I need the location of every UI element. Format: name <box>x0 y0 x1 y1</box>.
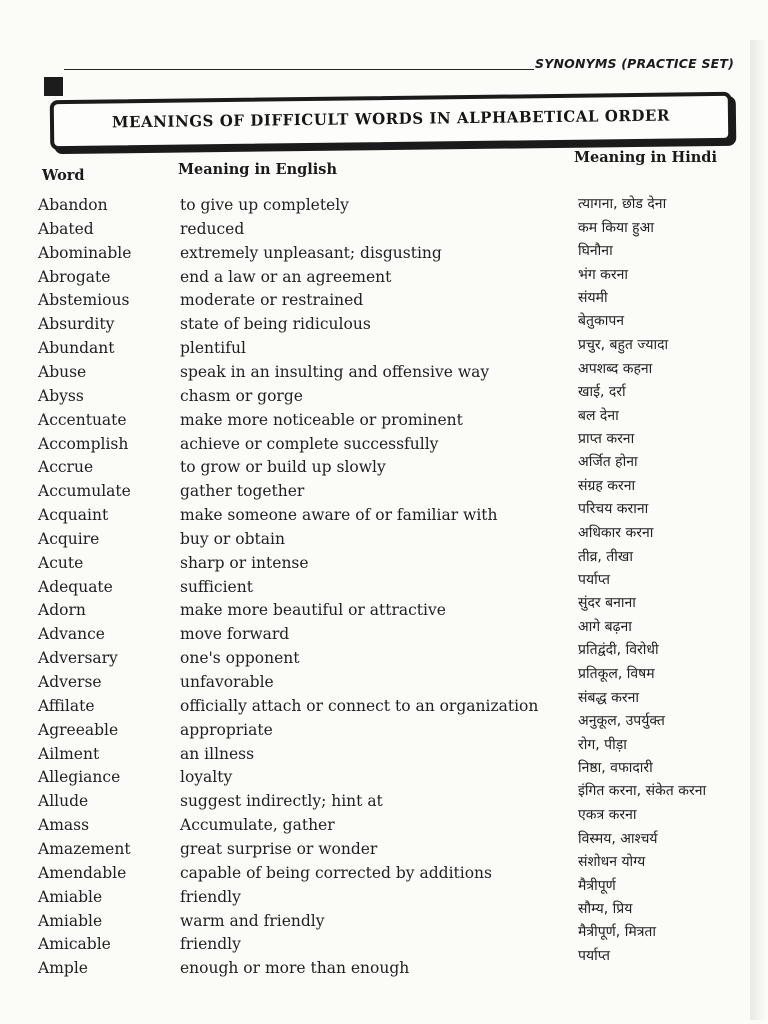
word-cell: Accomplish <box>38 435 129 453</box>
hindi-meaning-cell: बेतुकापन <box>578 313 625 329</box>
hindi-meaning-cell: अर्जित होना <box>578 454 638 470</box>
word-cell: Adequate <box>38 578 113 596</box>
word-cell: Affilate <box>38 697 95 715</box>
hindi-meaning-cell: खाई, दर्रा <box>578 384 626 400</box>
table-row <box>0 713 768 745</box>
english-meaning-cell: capable of being corrected by additions <box>180 864 492 882</box>
word-cell: Amass <box>38 816 90 834</box>
hindi-meaning-cell: सौम्य, प्रिय <box>578 901 633 917</box>
hindi-meaning-cell: मैत्रीपूर्ण, मित्रता <box>578 924 657 940</box>
word-cell: Absurdity <box>38 315 115 333</box>
table-row <box>0 220 768 244</box>
english-meaning-cell: sharp or intense <box>180 554 309 572</box>
table-row <box>0 196 768 220</box>
english-meaning-cell: one's opponent <box>180 649 300 667</box>
english-meaning-cell: reduced <box>180 220 245 238</box>
hindi-meaning-cell: प्रतिद्वंदी, विरोधी <box>578 642 659 658</box>
column-header-english: Meaning in English <box>178 161 338 178</box>
english-meaning-cell: great surprise or wonder <box>180 840 378 858</box>
english-meaning-cell: speak in an insulting and offensive way <box>180 363 490 381</box>
hindi-meaning-cell: रोग, पीड़ा <box>578 737 627 753</box>
hindi-meaning-cell: संशोधन योग्य <box>578 854 646 870</box>
table-row <box>0 831 768 864</box>
english-meaning-cell: extremely unpleasant; disgusting <box>180 244 442 262</box>
table-row <box>0 948 768 983</box>
hindi-meaning-cell: संबद्ध करना <box>578 690 639 706</box>
english-meaning-cell: chasm or gorge <box>180 387 303 405</box>
page-title: MEANINGS OF DIFFICULT WORDS IN ALPHABETICAL ORDER <box>111 105 671 132</box>
hindi-meaning-cell: तीव्र, तीखा <box>578 549 633 565</box>
hindi-meaning-cell: मैत्रीपूर्ण <box>578 878 616 894</box>
table-row <box>0 666 768 697</box>
running-head: SYNONYMS (PRACTICE SET) <box>535 56 735 71</box>
column-header-word: Word <box>42 167 85 184</box>
word-cell: Abominable <box>38 244 132 262</box>
hindi-meaning-cell: अपशब्द कहना <box>578 361 653 377</box>
english-meaning-cell: achieve or complete successfully <box>180 435 439 453</box>
table-row <box>0 924 768 959</box>
hindi-meaning-cell: सुंदर बनाना <box>578 595 636 611</box>
hindi-meaning-cell: एकत्र करना <box>578 807 637 823</box>
hindi-meaning-cell: पर्याप्त <box>578 572 610 588</box>
table-row <box>0 454 768 482</box>
table-row <box>0 363 768 387</box>
table-row <box>0 525 768 554</box>
english-meaning-cell: state of being ridiculous <box>180 315 371 333</box>
section-marker-square <box>44 77 63 96</box>
word-cell: Acquire <box>38 530 100 548</box>
hindi-meaning-cell: इंगित करना, संकेत करना <box>578 783 707 799</box>
word-cell: Amiable <box>38 888 103 906</box>
table-row <box>0 408 768 435</box>
english-meaning-cell: an illness <box>180 745 255 763</box>
table-row <box>0 854 768 888</box>
hindi-meaning-cell: आगे बढ़ना <box>578 619 632 635</box>
table-row <box>0 478 768 506</box>
word-cell: Ample <box>38 959 88 977</box>
word-cell: Accentuate <box>38 411 127 429</box>
english-meaning-cell: plentiful <box>180 339 246 357</box>
table-row <box>0 268 768 292</box>
english-meaning-cell: officially attach or connect to an organization <box>180 697 539 715</box>
word-cell: Amazement <box>38 840 131 858</box>
hindi-meaning-cell: संयमी <box>578 290 608 306</box>
hindi-meaning-cell: अधिकार करना <box>578 525 654 541</box>
hindi-meaning-cell: विस्मय, आश्चर्य <box>578 831 658 847</box>
table-row <box>0 384 768 411</box>
hindi-meaning-cell: कम किया हुआ <box>578 220 654 236</box>
english-meaning-cell: sufficient <box>180 578 253 596</box>
word-cell: Adorn <box>38 601 86 619</box>
english-meaning-cell: make more noticeable or prominent <box>180 411 463 429</box>
column-header-hindi: Meaning in Hindi <box>574 149 717 166</box>
word-cell: Amiable <box>38 912 103 930</box>
english-meaning-cell: enough or more than enough <box>180 959 410 977</box>
english-meaning-cell: to grow or build up slowly <box>180 458 386 476</box>
english-meaning-cell: loyalty <box>180 768 233 786</box>
word-cell: Abandon <box>38 196 108 214</box>
table-row <box>0 878 768 912</box>
english-meaning-cell: appropriate <box>180 721 273 739</box>
table-row <box>0 431 768 459</box>
english-meaning-cell: end a law or an agreement <box>180 268 392 286</box>
word-cell: Abrogate <box>38 268 111 286</box>
table-row <box>0 572 768 602</box>
english-meaning-cell: buy or obtain <box>180 530 285 548</box>
title-banner <box>50 92 733 150</box>
table-row <box>0 339 768 363</box>
english-meaning-cell: move forward <box>180 625 290 643</box>
english-meaning-cell: make someone aware of or familiar with <box>180 506 498 524</box>
hindi-meaning-cell: बल देना <box>578 408 619 424</box>
english-meaning-cell: Accumulate, gather <box>180 816 335 834</box>
table-row <box>0 244 768 268</box>
word-cell: Abuse <box>38 363 87 381</box>
word-cell: Acquaint <box>38 506 109 524</box>
english-meaning-cell: friendly <box>180 935 241 953</box>
hindi-meaning-cell: भंग करना <box>578 267 629 283</box>
hindi-meaning-cell: संग्रह करना <box>578 478 636 494</box>
word-cell: Adverse <box>38 673 102 691</box>
english-meaning-cell: make more beautiful or attractive <box>180 601 446 619</box>
word-cell: Acute <box>38 554 84 572</box>
word-cell: Accrue <box>38 458 94 476</box>
hindi-meaning-cell: प्रतिकूल, विषम <box>578 666 655 682</box>
word-cell: Abundant <box>38 339 115 357</box>
table-row <box>0 291 768 315</box>
word-cell: Amicable <box>38 935 111 953</box>
english-meaning-cell: to give up completely <box>180 196 349 214</box>
hindi-meaning-cell: पर्याप्त <box>578 948 610 964</box>
hindi-meaning-cell: प्राप्त करना <box>578 431 635 447</box>
word-cell: Abyss <box>38 387 84 405</box>
header-rule <box>64 69 534 70</box>
word-cell: Accumulate <box>38 482 131 500</box>
word-cell: Abated <box>38 220 94 238</box>
hindi-meaning-cell: प्रचुर, बहुत ज्यादा <box>578 337 669 353</box>
hindi-meaning-cell: निष्ठा, वफादारी <box>578 760 653 776</box>
english-meaning-cell: unfavorable <box>180 673 274 691</box>
hindi-meaning-cell: त्यागना, छोड देना <box>578 196 667 212</box>
word-cell: Abstemious <box>38 291 130 309</box>
word-cell: Agreeable <box>38 721 119 739</box>
word-cell: Ailment <box>38 745 100 763</box>
english-meaning-cell: friendly <box>180 888 241 906</box>
english-meaning-cell: warm and friendly <box>180 912 325 930</box>
word-cell: Amendable <box>38 864 127 882</box>
english-meaning-cell: suggest indirectly; hint at <box>180 792 383 810</box>
english-meaning-cell: gather together <box>180 482 305 500</box>
word-cell: Adversary <box>38 649 118 667</box>
word-cell: Allegiance <box>38 768 121 786</box>
table-row <box>0 595 768 625</box>
english-meaning-cell: moderate or restrained <box>180 291 364 309</box>
table-row <box>0 783 768 816</box>
word-cell: Allude <box>38 792 89 810</box>
word-cell: Advance <box>38 625 105 643</box>
hindi-meaning-cell: घिनौना <box>578 243 613 259</box>
hindi-meaning-cell: अनुकूल, उपर्युक्त <box>578 713 665 729</box>
table-row <box>0 549 768 578</box>
hindi-meaning-cell: परिचय कराना <box>578 501 649 517</box>
